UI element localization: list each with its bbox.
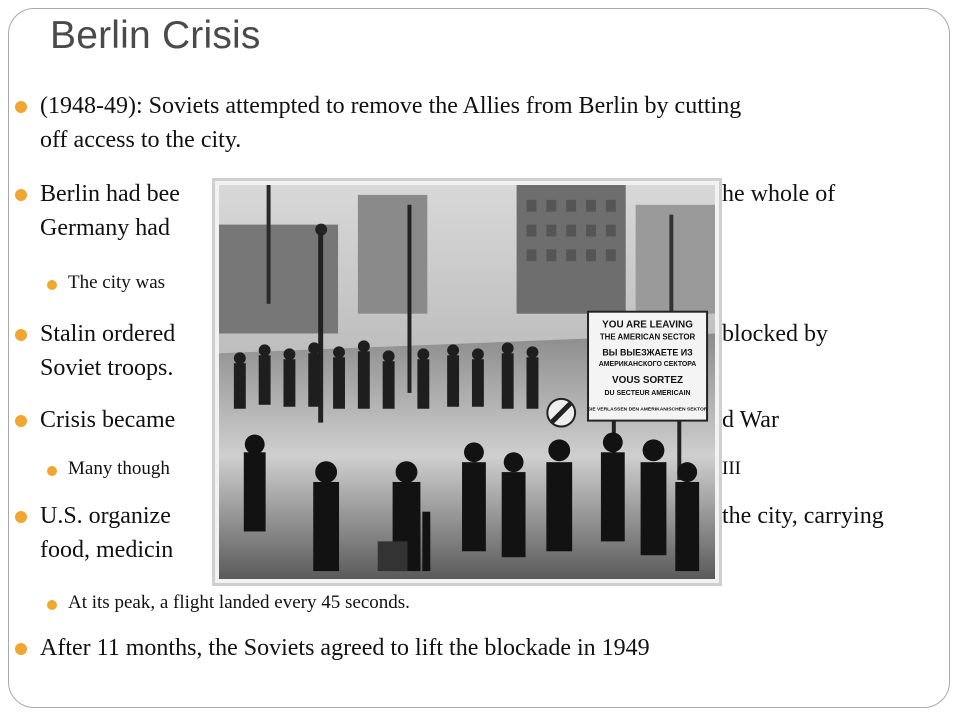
sign-line: YOU ARE LEAVING bbox=[602, 319, 693, 331]
bullet-line: off access to the city. bbox=[40, 126, 242, 153]
sign-line: THE AMERICAN SECTOR bbox=[599, 332, 696, 342]
checkpoint-photo bbox=[212, 178, 722, 586]
sub-bullet-item bbox=[68, 590, 948, 617]
bullet-dot bbox=[47, 280, 57, 290]
building bbox=[636, 205, 715, 314]
bullet-tail: III bbox=[722, 458, 741, 479]
bullet-dot bbox=[15, 101, 27, 113]
sign-line: ВЫ ВЫЕЗЖАЕТЕ ИЗ bbox=[602, 347, 693, 358]
traffic-pole bbox=[407, 205, 411, 393]
bullet-dot bbox=[47, 600, 57, 610]
bullet-line: U.S. organize bbox=[40, 503, 171, 529]
bullet-line: Stalin ordered bbox=[40, 321, 176, 347]
sign-line: SIE VERLASSEN DEN AMERIKANISCHEN SEKTOR bbox=[587, 407, 708, 413]
building bbox=[358, 195, 427, 314]
camera-equipment bbox=[378, 541, 408, 571]
bullet-line: At its peak, a flight landed every 45 seconds. bbox=[68, 592, 410, 613]
bullet-item bbox=[40, 632, 952, 666]
bullet-line: Crisis became bbox=[40, 407, 176, 433]
bullet-item bbox=[40, 90, 952, 157]
sign-line: АМЕРИКАНСКОГО СЕКТОРА bbox=[598, 361, 697, 369]
sign-line: DU SECTEUR AMERICAIN bbox=[604, 389, 691, 397]
bullet-tail: blocked by bbox=[722, 321, 828, 347]
bullet-dot bbox=[15, 415, 27, 427]
bullet-dot bbox=[15, 643, 27, 655]
bullet-dot bbox=[15, 189, 27, 201]
sign-line: VOUS SORTEZ bbox=[612, 374, 684, 386]
bullet-line: Soviet troops. bbox=[40, 354, 174, 381]
bullet-line: After 11 months, the Soviets agreed to lift the blockade in 1949 bbox=[40, 635, 650, 661]
bullet-line: The city was bbox=[68, 272, 166, 293]
bullet-line: Berlin had bee bbox=[40, 181, 180, 207]
bullet-tail: d War bbox=[722, 407, 779, 433]
bullet-tail: the city, carrying bbox=[722, 503, 884, 529]
slide-title: Berlin Crisis bbox=[50, 14, 261, 57]
bullet-dot bbox=[15, 329, 27, 341]
bullet-line: Germany had bbox=[40, 214, 170, 241]
bullet-dot bbox=[15, 511, 27, 523]
bullet-dot bbox=[47, 466, 57, 476]
lamp-post bbox=[267, 185, 271, 304]
bullet-tail: he whole of bbox=[722, 181, 836, 207]
bullet-line: food, medicin bbox=[40, 536, 174, 563]
bullet-line: Many though bbox=[68, 458, 170, 479]
photo-illustration bbox=[219, 185, 715, 579]
bullet-line: (1948-49): Soviets attempted to remove the Allies from Berlin by cutting bbox=[40, 93, 742, 119]
